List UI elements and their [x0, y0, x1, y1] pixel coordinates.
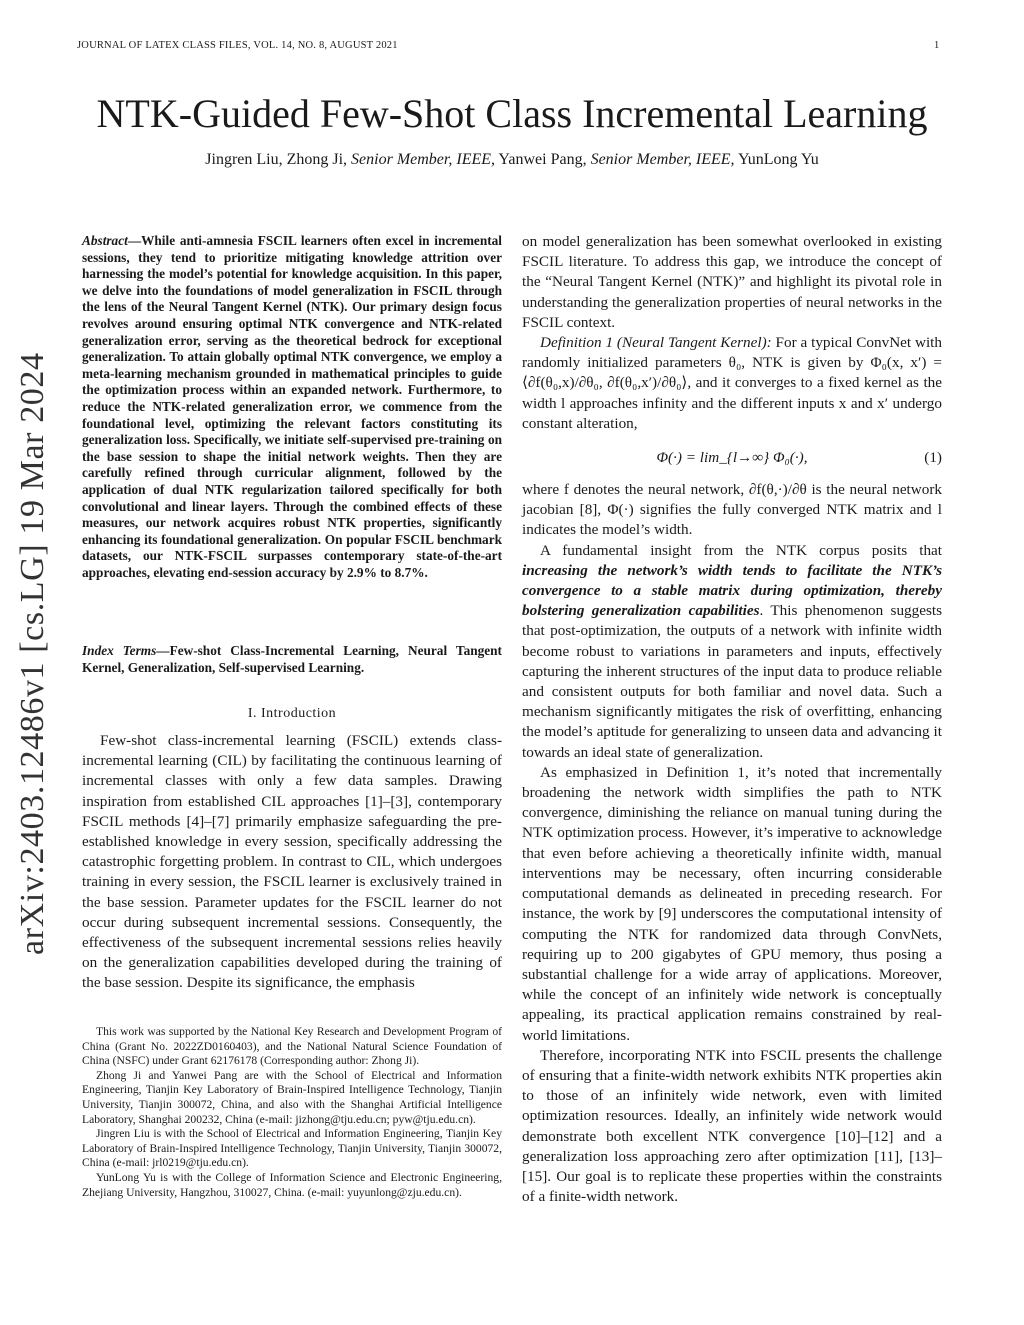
- equation-1: [522, 434, 942, 480]
- author-2: Yanwei Pang,: [498, 151, 587, 168]
- page-number: 1: [934, 40, 940, 51]
- abstract-text: —While anti-amnesia FSCIL learners often excel in incremental sessions, they tend to prioritize mitigating knowledge attrition over harnessing the model’s potential for knowledge acquisition. In this paper, we delve into the foundations of model generalization in FSCIL through the lens of the Neural Tangent Kernel (NTK). Our primary design focus revolves around ensuring optimal NTK convergence and NTK-related generalization error, serving as the theoretical bedrock for exceptional generalization. To attain globally optimal NTK convergence, we employ a meta-learning mechanism grounded in mathematical principles to guide the optimization process within an expanded network. Furthermore, to reduce the NTK-related generalization error, we commence from the foundational level, optimizing the relevant factors constituting its generalization loss. Specifically, we initiate self-supervised pre-training on the base session to shape the initial network weights. Then they are carefully refined through curricular alignment, followed by the application of dual NTK regularization tailored specifically for both convolutional and linear layers. Through the combined effects of these measures, our network acquires robust NTK properties, significantly enhancing its foundational generalization. On popular FSCIL benchmark datasets, our NTK-FSCIL surpasses contemporary state-of-the-art approaches, elevating end-session accuracy by 2.9% to 8.7%.: [82, 233, 502, 580]
- author-3: YunLong Yu: [737, 151, 819, 168]
- footnotes: [82, 1025, 502, 1200]
- abstract-lead: Abstract: [82, 233, 128, 248]
- equation-body: Φ(·) = lim_{l→∞} Φ₀(·),: [656, 449, 808, 467]
- author-1: Jingren Liu, Zhong Ji,: [205, 151, 348, 168]
- footnote-affiliation-2: Jingren Liu is with the School of Electrical and Information Engineering, Tianjin Key Laboratory of Brain-Inspired Intelligence Technology, Tianjin University, Tianjin 300072, China (e-mail: jrl0219@tju.edu.cn).: [82, 1127, 502, 1170]
- footnote-funding: This work was supported by the National Key Research and Development Program of China (Grant No. 2022ZD0160403), and the National Natural Science Foundation of China (NSFC) under Grant 62176178 (Corresponding author: Zhong Ji).: [82, 1025, 502, 1068]
- definition-1: [522, 333, 942, 434]
- index-terms-lead: Index Terms: [82, 643, 157, 658]
- definition-lead: Definition 1 (Neural Tangent Kernel):: [540, 334, 772, 352]
- index-terms-text: —Few-shot Class-Incremental Learning, Neural Tangent Kernel, Generalization, Self-supervised Learning.: [82, 643, 502, 675]
- intro-paragraph: Few-shot class-incremental learning (FSCIL) extends class-incremental learning (CIL) by facilitating the continuous learning of incremental classes with only a few data samples. Drawing inspiration from established CIL approaches [1]–[3], contemporary FSCIL methods [4]–[7] primarily emphasize safeguarding the pre-established knowledge in every session, specifically addressing the catastrophic forgetting problem. In contrast to CIL, which undergoes training in every session, the FSCIL learner is exclusively trained in the base session. Parameter updates for the FSCIL learner do not occur during subsequent incremental sessions. Consequently, the effectiveness of the subsequent incremental sessions relies heavily on the generalization capabilities developed during the training of the base session. Despite its significance, the emphasis: [82, 732, 502, 992]
- paragraph-width: As emphasized in Definition 1, it’s noted that incrementally broadening the network width simplifies the path to NTK convergence, diminishing the reliance on manual tuning during the NTK optimization process. However, it’s imperative to acknowledge that even before achieving a theoretically infinite width, manual interventions may be necessary, often incurring considerable computational demands as delineated in preceding research. For instance, the work by [9] underscores the computational intensity of computing the NTK for randomized data through ConvNets, requiring up to 200 gigabytes of GPU memory, thus posing a substantial challenge for a wide array of applications. Moreover, while the concept of an infinitely wide network is conceptually appealing, its practical application remains constrained by real-world limitations.: [522, 763, 942, 1044]
- footnote-affiliation-3: YunLong Yu is with the College of Information Science and Electronic Engineering, Zhejiang University, Hangzhou, 310027, China. (e-mail: yuyunlong@zju.edu.cn).: [82, 1170, 502, 1199]
- paragraph-insight: [522, 541, 942, 763]
- paper-title: NTK-Guided Few-Shot Class Incremental Learning: [96, 91, 928, 136]
- insight-rest: . This phenomenon suggests that post-optimization, the outputs of a network with infinite width become robust to variations in parameters and inputs, effectively capturing the inherent structures of the input data to produce reliable and consistent outputs for both familiar and novel data. Such a mechanism significantly mitigates the risk of overfitting, enhancing the model’s aptitude for generalizing to unseen data and advancing it towards an ideal state of generalization.: [522, 602, 943, 761]
- paragraph-where: where f denotes the neural network, ∂f(θ,·)/∂θ is the neural network jacobian [8], Φ(·) signifies the fully converged NTK matrix and l indicates the model’s width.: [522, 481, 942, 539]
- paragraph-gap: on model generalization has been somewhat overlooked in existing FSCIL literature. To address this gap, we introduce the concept of the “Neural Tangent Kernel (NTK)” and highlight its pivotal role in understanding the generalization properties of neural networks in the FSCIL context.: [522, 233, 942, 331]
- author-2-role: Senior Member, IEEE,: [590, 151, 735, 168]
- abstract: [82, 233, 502, 581]
- author-list: [0, 151, 1024, 169]
- paragraph-goal: Therefore, incorporating NTK into FSCIL presents the challenge of ensuring that a finite-width network exhibits NTK properties akin to those of an infinitely wide network, even with limited optimization resources. Ideally, an infinitely wide network would demonstrate both excellent NTK convergence [10]–[12] and a generalization loss approaching zero after optimization [11], [13]–[15]. Our goal is to replicate these properties within the constraints of a finite-width network.: [522, 1046, 942, 1206]
- index-terms: [82, 643, 502, 676]
- insight-emphasis: increasing the network’s width tends to facilitate the NTK’s convergence to a stable matrix during optimization, thereby bolstering generalization capabilities: [522, 561, 942, 620]
- right-column: [522, 232, 942, 1207]
- running-header: JOURNAL OF LATEX CLASS FILES, VOL. 14, NO. 8, AUGUST 2021: [77, 40, 398, 51]
- definition-text: For a typical ConvNet with randomly initialized parameters θ₀, NTK is given by Φ₀(x, x′) = ⟨∂f(θ₀,x)/∂θ₀, ∂f(θ₀,x′)/∂θ₀⟩, and it converges to a fixed kernel as the width l approaches infinity and the different inputs x and x′ undergo constant alteration,: [522, 334, 942, 432]
- insight-start: A fundamental insight from the NTK corpus posits that: [540, 541, 942, 559]
- arxiv-watermark: arXiv:2403.12486v1 [cs.LG] 19 Mar 2024: [14, 352, 51, 955]
- equation-number: (1): [924, 449, 942, 467]
- footnote-affiliation-1: Zhong Ji and Yanwei Pang are with the School of Electrical and Information Engineering, Tianjin Key Laboratory of Brain-Inspired Intelligence Technology, Tianjin University, Tianjin 300072, China, and also with the Shanghai Artificial Intelligence Laboratory, Shanghai 200232, China (e-mail: jizhong@tju.edu.cn; pyw@tju.edu.cn).: [82, 1068, 502, 1126]
- section-heading: I. Introduction: [247, 706, 337, 721]
- intro-section: [82, 731, 502, 994]
- author-1-role: Senior Member, IEEE,: [351, 151, 496, 168]
